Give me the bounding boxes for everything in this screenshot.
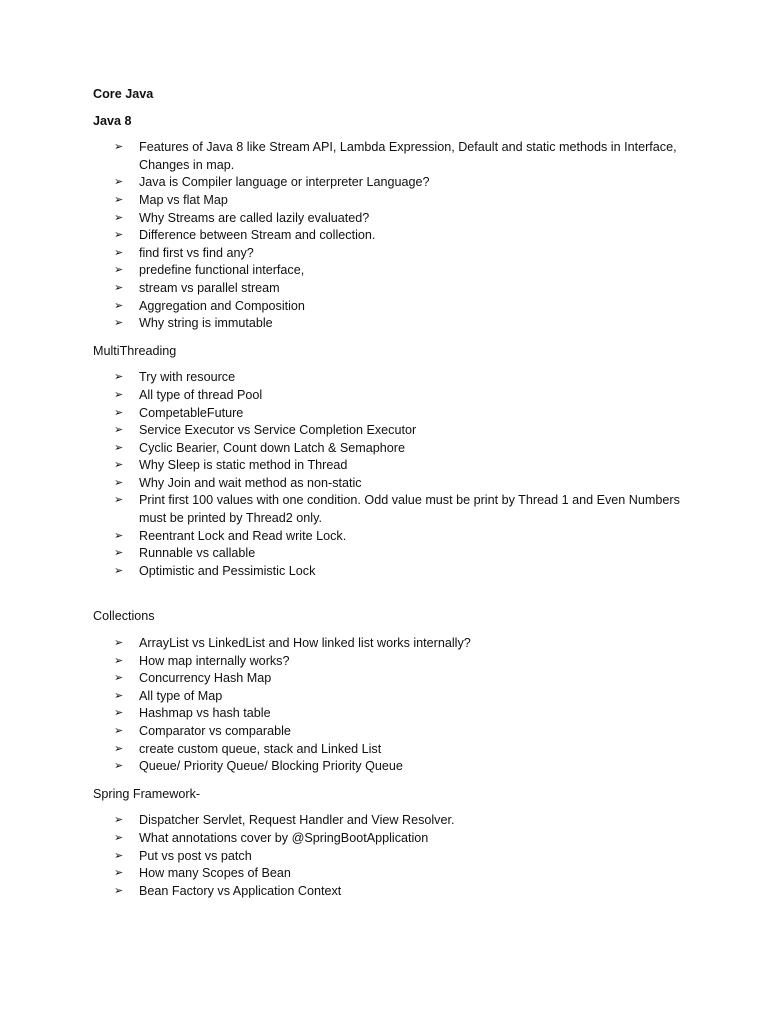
arrow-bullet-icon: ➢ — [114, 884, 124, 897]
arrow-bullet-icon: ➢ — [114, 317, 124, 330]
arrow-bullet-icon: ➢ — [114, 299, 124, 312]
list-item — [114, 227, 693, 245]
arrow-bullet-icon: ➢ — [114, 406, 124, 419]
arrow-bullet-icon: ➢ — [114, 476, 124, 489]
list-item-text: create custom queue, stack and Linked List — [139, 741, 382, 756]
arrow-bullet-icon: ➢ — [114, 637, 124, 650]
list-item — [114, 245, 693, 263]
arrow-bullet-icon: ➢ — [114, 849, 124, 862]
list-item-text: Hashmap vs hash table — [139, 706, 271, 721]
list-item — [114, 369, 693, 387]
list-item — [114, 545, 693, 563]
list-item-text: Service Executor vs Service Completion Executor — [139, 423, 417, 438]
list-item — [114, 298, 693, 316]
list-item — [114, 492, 693, 527]
list-item — [114, 830, 693, 848]
list-item-text: How many Scopes of Bean — [139, 866, 291, 881]
list-item-text: Reentrant Lock and Read write Lock. — [139, 528, 347, 543]
list-item — [114, 688, 693, 706]
list-item — [114, 457, 693, 475]
list-item-text: CompetableFuture — [139, 405, 244, 420]
list-item-text: ArrayList vs LinkedList and How linked list works internally? — [139, 636, 471, 651]
arrow-bullet-icon: ➢ — [114, 760, 124, 773]
list-item-text: Put vs post vs patch — [139, 848, 252, 863]
list-item — [114, 174, 693, 192]
arrow-bullet-icon: ➢ — [114, 725, 124, 737]
arrow-bullet-icon: ➢ — [114, 742, 124, 755]
list-item — [114, 635, 693, 653]
list-item — [114, 528, 693, 546]
arrow-bullet-icon: ➢ — [114, 371, 124, 384]
multithreading-list — [93, 369, 693, 580]
list-item — [114, 192, 693, 210]
heading-multithreading: MultiThreading — [93, 343, 177, 358]
list-item-text: What annotations cover by @SpringBootApplication — [139, 830, 429, 845]
list-item-text: Runnable vs callable — [139, 546, 256, 561]
spring-list — [93, 812, 693, 900]
arrow-bullet-icon: ➢ — [114, 564, 124, 577]
list-item — [114, 705, 693, 723]
arrow-bullet-icon: ➢ — [114, 281, 124, 294]
heading-core-java: Core Java — [93, 87, 154, 101]
list-item-text: Optimistic and Pessimistic Lock — [139, 563, 316, 578]
list-item — [114, 210, 693, 228]
list-item — [114, 422, 693, 440]
list-item — [114, 440, 693, 458]
arrow-bullet-icon: ➢ — [114, 441, 124, 454]
arrow-bullet-icon: ➢ — [114, 388, 124, 401]
heading-spring-framework: Spring Framework- — [93, 786, 201, 801]
arrow-bullet-icon: ➢ — [114, 193, 124, 206]
heading-java-8: Java 8 — [93, 113, 132, 128]
list-item-text: Concurrency Hash Map — [139, 671, 272, 686]
arrow-bullet-icon: ➢ — [114, 141, 124, 154]
list-item-text: Try with resource — [139, 370, 236, 385]
list-item — [114, 563, 693, 581]
list-item — [114, 280, 693, 298]
arrow-bullet-icon: ➢ — [114, 689, 124, 702]
list-item — [114, 812, 693, 830]
list-item-text: find first vs find any? — [139, 245, 254, 260]
document-page — [93, 86, 693, 900]
list-item — [114, 758, 693, 776]
list-item — [114, 262, 693, 280]
arrow-bullet-icon: ➢ — [114, 264, 124, 277]
collections-list — [93, 635, 693, 776]
list-item — [114, 475, 693, 493]
arrow-bullet-icon: ➢ — [114, 672, 124, 685]
list-item-text: Map vs flat Map — [139, 192, 228, 207]
list-item — [114, 723, 693, 741]
list-item-text: Java is Compiler language or interpreter Language? — [139, 175, 430, 190]
list-item — [114, 848, 693, 866]
list-item-text: Queue/ Priority Queue/ Blocking Priority Queue — [139, 759, 403, 774]
arrow-bullet-icon: ➢ — [114, 814, 124, 827]
arrow-bullet-icon: ➢ — [114, 654, 124, 667]
arrow-bullet-icon: ➢ — [114, 707, 124, 720]
list-item-text: Aggregation and Composition — [139, 298, 305, 313]
arrow-bullet-icon: ➢ — [114, 494, 124, 507]
java8-list — [93, 139, 693, 333]
arrow-bullet-icon: ➢ — [114, 246, 124, 259]
list-item — [114, 387, 693, 405]
list-item-text: How map internally works? — [139, 653, 290, 668]
list-item-text: Bean Factory vs Application Context — [139, 883, 342, 898]
arrow-bullet-icon: ➢ — [114, 176, 124, 189]
list-item — [114, 139, 693, 174]
arrow-bullet-icon: ➢ — [114, 529, 124, 542]
heading-collections: Collections — [93, 609, 155, 624]
list-item-text: Difference between Stream and collection. — [139, 228, 376, 243]
list-item-text: Print first 100 values with one condition. Odd value must be print by Thread 1 and Even Numbers must be printed by Thread2 only. — [139, 493, 680, 526]
list-item-text: Why Streams are called lazily evaluated? — [139, 210, 370, 225]
list-item-text: Why Sleep is static method in Thread — [139, 458, 348, 473]
list-item — [114, 741, 693, 759]
list-item — [114, 405, 693, 423]
list-item-text: stream vs parallel stream — [139, 280, 280, 295]
list-item-text: All type of thread Pool — [139, 387, 263, 402]
list-item-text: Cyclic Bearier, Count down Latch & Semaphore — [139, 440, 406, 455]
list-item-text: Features of Java 8 like Stream API, Lambda Expression, Default and static methods in Interface, Changes in map. — [139, 140, 677, 172]
list-item — [114, 315, 693, 333]
arrow-bullet-icon: ➢ — [114, 547, 124, 560]
arrow-bullet-icon: ➢ — [114, 424, 124, 437]
list-item — [114, 865, 693, 883]
list-item-text: Why string is immutable — [139, 316, 273, 331]
list-item-text: All type of Map — [139, 688, 223, 703]
list-item-text: Comparator vs comparable — [139, 724, 291, 738]
list-item — [114, 670, 693, 688]
list-item-text: Why Join and wait method as non-static — [139, 475, 362, 490]
arrow-bullet-icon: ➢ — [114, 459, 124, 472]
list-item — [114, 883, 693, 901]
list-item — [114, 653, 693, 671]
list-item-text: predefine functional interface, — [139, 263, 305, 278]
list-item-text: Dispatcher Servlet, Request Handler and View Resolver. — [139, 813, 455, 828]
arrow-bullet-icon: ➢ — [114, 211, 124, 224]
arrow-bullet-icon: ➢ — [114, 831, 124, 844]
arrow-bullet-icon: ➢ — [114, 229, 124, 242]
arrow-bullet-icon: ➢ — [114, 867, 124, 880]
